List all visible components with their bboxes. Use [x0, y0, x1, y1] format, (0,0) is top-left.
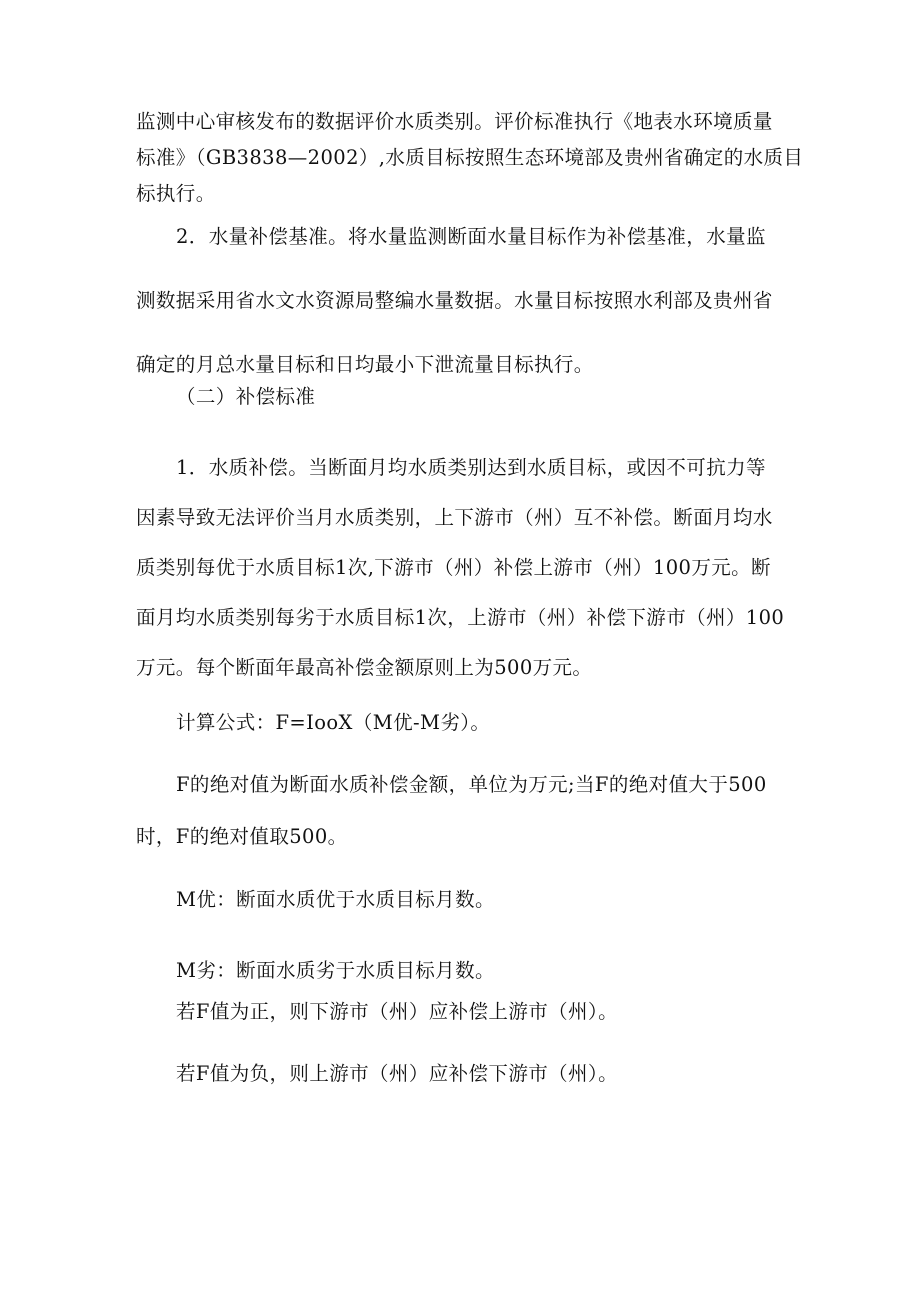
- text-line: 计算公式：F=IooX（M优-M劣）。: [176, 711, 491, 734]
- text-line: M优：断面水质优于水质目标月数。: [176, 888, 495, 911]
- paragraph-water-quality-compensation: [136, 450, 784, 686]
- text-line: M劣：断面水质劣于水质目标月数。: [176, 959, 495, 982]
- paragraph-m-better-definition: [136, 882, 784, 918]
- paragraph-water-quality-evaluation: [136, 104, 804, 212]
- text-line: 2．水量补偿基准。将水量监测断面水量目标作为补偿基准，水量监: [176, 225, 766, 248]
- text-line: 1．水质补偿。当断面月均水质类别达到水质目标，或因不可抗力等: [176, 456, 766, 479]
- text-line: （二）补偿标准: [176, 385, 316, 408]
- paragraph-m-worse-definition: [136, 953, 784, 989]
- text-line: 标准》（GB3838—2002）,水质目标按照生态环境部及贵州省确定的水质目: [136, 146, 804, 169]
- text-line: 监测中心审核发布的数据评价水质类别。评价标准执行《地表水环境质量: [136, 110, 773, 133]
- text-line: 质类别每优于水质目标1次,下游市（州）补偿上游市（州）100万元。断: [136, 556, 771, 579]
- text-line: 确定的月总水量目标和日均最小下泄流量目标执行。: [136, 353, 594, 376]
- paragraph-f-positive-rule: [136, 994, 784, 1030]
- text-line: 若F值为负，则上游市（州）应补偿下游市（州）。: [176, 1062, 618, 1085]
- section-heading-compensation-standard: [136, 379, 784, 415]
- paragraph-f-negative-rule: [136, 1056, 784, 1092]
- paragraph-f-definition: [136, 767, 784, 855]
- text-line: 时，F的绝对值取500。: [136, 825, 348, 848]
- text-line: 标执行。: [136, 182, 216, 205]
- text-line: 面月均水质类别每劣于水质目标1次，上游市（州）补偿下游市（州）100: [136, 606, 785, 629]
- text-line: 万元。每个断面年最高补偿金额原则上为500万元。: [136, 656, 593, 679]
- text-line: F的绝对值为断面水质补偿金额，单位为万元;当F的绝对值大于500: [176, 773, 767, 796]
- paragraph-water-quantity-baseline: [136, 219, 784, 383]
- text-line: 若F值为正，则下游市（州）应补偿上游市（州）。: [176, 1000, 618, 1023]
- paragraph-formula: [136, 705, 784, 741]
- text-line: 因素导致无法评价当月水质类别，上下游市（州）互不补偿。断面月均水: [136, 506, 773, 529]
- text-line: 测数据采用省水文水资源局整编水量数据。水量目标按照水利部及贵州省: [136, 289, 773, 312]
